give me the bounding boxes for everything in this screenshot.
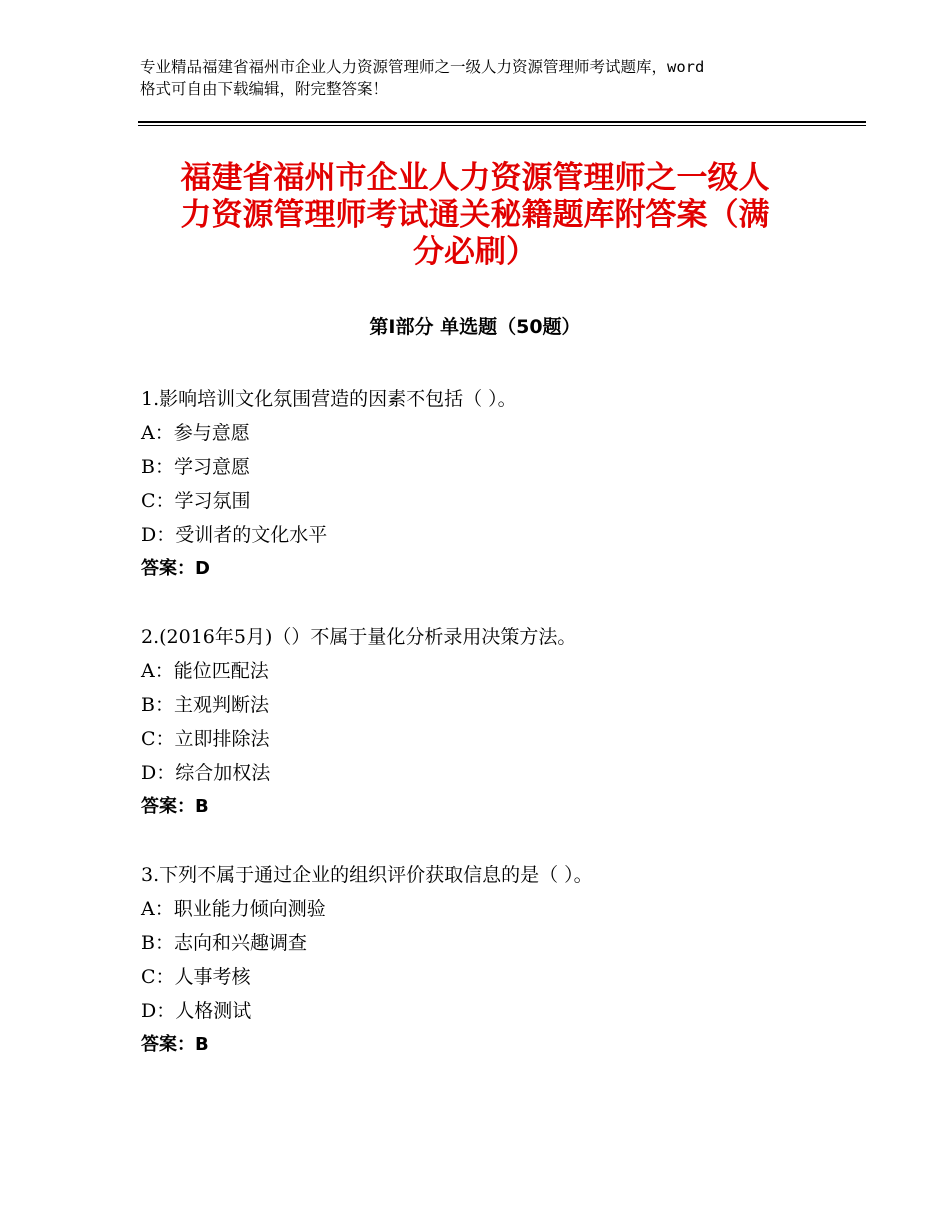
option-a: A：参与意愿 bbox=[141, 422, 250, 444]
option-d: D：综合加权法 bbox=[141, 762, 271, 784]
option-b: B：主观判断法 bbox=[141, 694, 269, 716]
section-heading: 第Ⅰ部分 单选题（50题） bbox=[369, 316, 581, 338]
document-title bbox=[138, 160, 812, 271]
document-title-line-2: 力资源管理师考试通关秘籍题库附答案（满 bbox=[180, 197, 770, 233]
option-b: B：学习意愿 bbox=[141, 456, 250, 478]
header-note-line-1: 专业精品福建省福州市企业人力资源管理师之一级人力资源管理师考试题库，word bbox=[140, 58, 705, 76]
option-b: B：志向和兴趣调查 bbox=[141, 932, 307, 954]
question-3 bbox=[141, 858, 861, 1062]
header-note bbox=[140, 56, 820, 100]
document-title-line-1: 福建省福州市企业人力资源管理师之一级人 bbox=[180, 160, 770, 196]
document-title-line-3: 分必刷） bbox=[413, 234, 537, 270]
question-stem: 2.(2016年5月)（）不属于量化分析录用决策方法。 bbox=[141, 626, 577, 648]
option-d: D：人格测试 bbox=[141, 1000, 252, 1022]
question-2 bbox=[141, 620, 861, 824]
question-stem: 1.影响培训文化氛围营造的因素不包括（ ）。 bbox=[141, 388, 517, 410]
header-note-line-2: 格式可自由下载编辑，附完整答案！ bbox=[140, 80, 389, 98]
option-c: C：立即排除法 bbox=[141, 728, 270, 750]
option-a: A：能位匹配法 bbox=[141, 660, 269, 682]
answer-label: 答案：B bbox=[141, 1034, 209, 1055]
answer-label: 答案：B bbox=[141, 796, 209, 817]
answer-label: 答案：D bbox=[141, 558, 210, 579]
option-c: C：学习氛围 bbox=[141, 490, 251, 512]
question-stem: 3.下列不属于通过企业的组织评价获取信息的是（ ）。 bbox=[141, 864, 593, 886]
option-d: D：受训者的文化水平 bbox=[141, 524, 328, 546]
header-rule-thick bbox=[138, 121, 866, 123]
question-list bbox=[141, 382, 861, 1096]
header-rule-thin bbox=[138, 125, 866, 126]
option-a: A：职业能力倾向测验 bbox=[141, 898, 326, 920]
option-c: C：人事考核 bbox=[141, 966, 251, 988]
question-1 bbox=[141, 382, 861, 586]
